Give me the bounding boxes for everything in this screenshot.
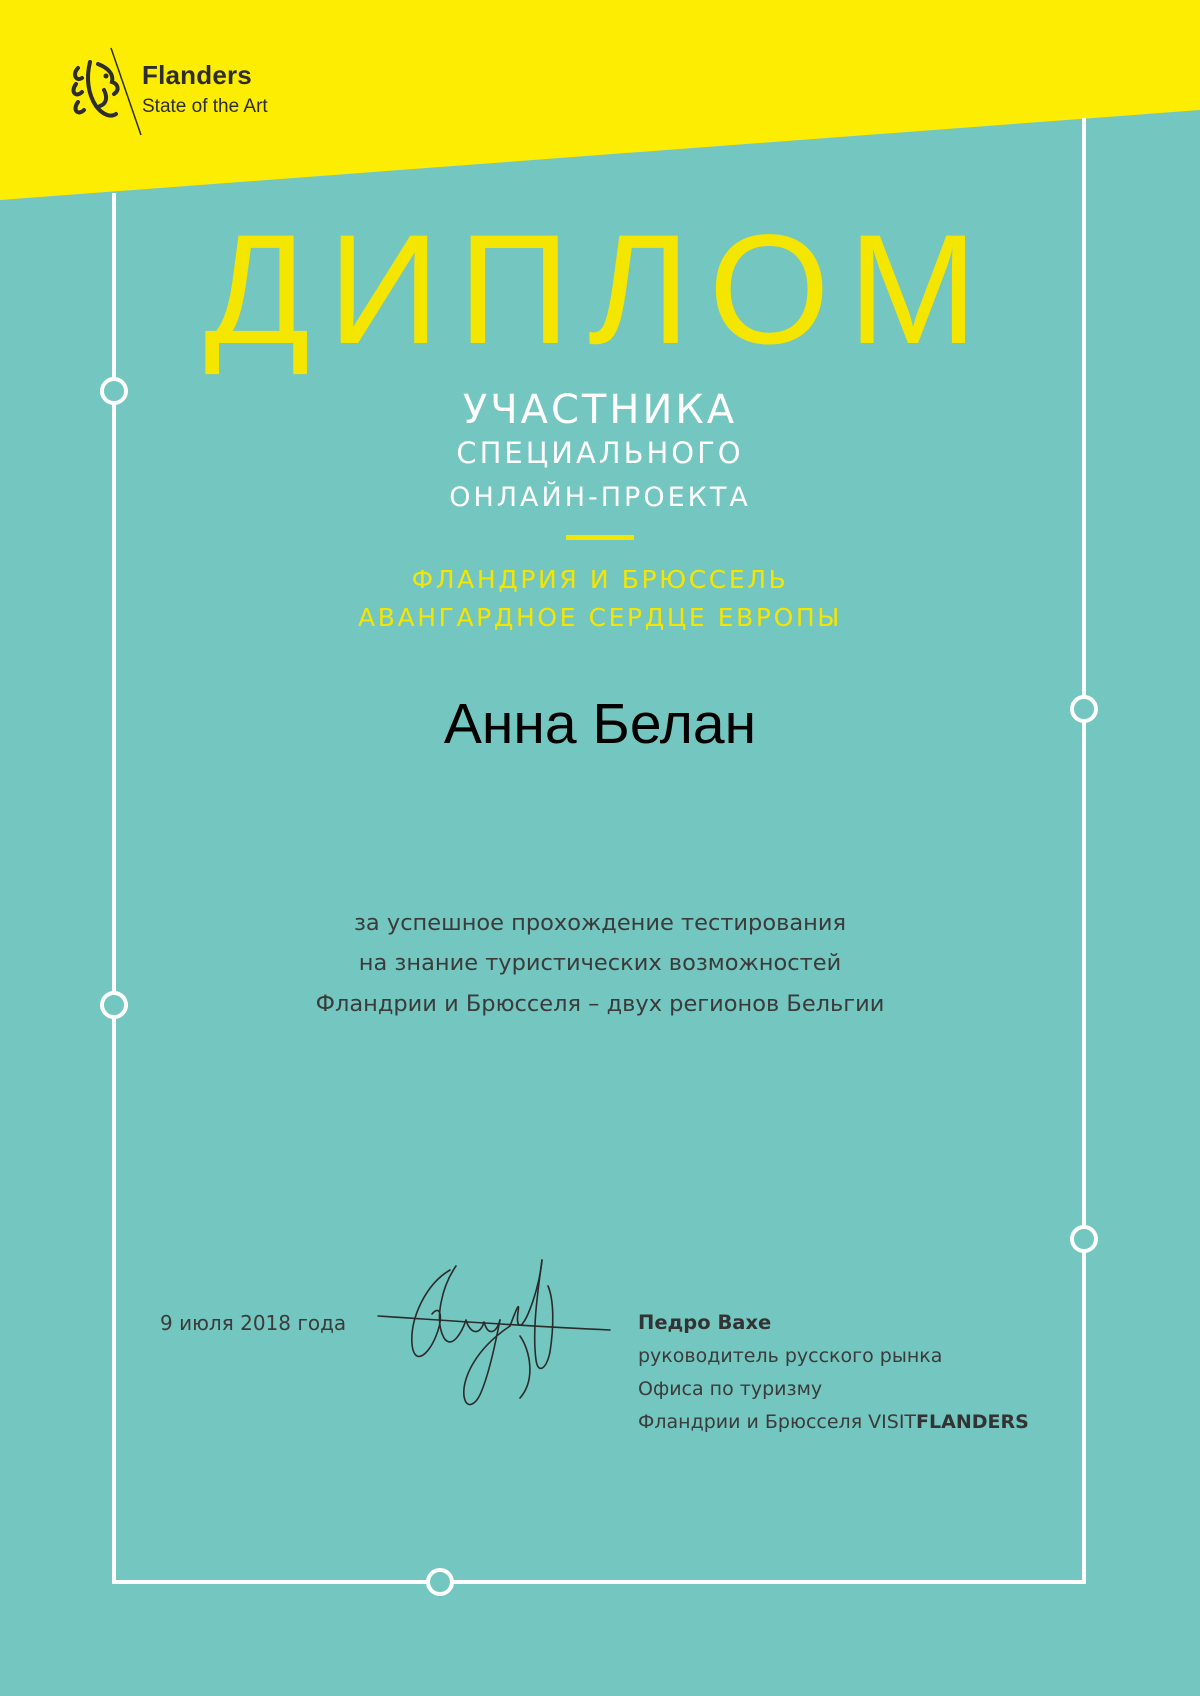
issue-date: 9 июля 2018 года [160,1311,347,1335]
frame-connector-bottom [428,1570,452,1594]
signer-position-line-1: руководитель русского рынка [638,1345,943,1367]
logo-tagline: State of the Art [142,96,268,117]
subtitle-line-2: СПЕЦИАЛЬНОГО [456,436,744,470]
subtitle-line-3: ОНЛАЙН-ПРОЕКТА [449,482,751,513]
recipient-name: Анна Белан [443,692,757,756]
page-title: ДИПЛОМ [204,203,996,377]
project-name-line-2: АВАНГАРДНОЕ СЕРДЦЕ ЕВРОПЫ [358,603,842,632]
signer-position-line-2: Офиса по туризму [638,1378,823,1400]
signer-name: Педро Вахе [638,1311,772,1334]
signer-organization [638,1413,1029,1432]
signature [370,1240,620,1430]
logo-name: Flanders [142,60,252,90]
frame-connector-right-2 [1072,1227,1096,1251]
signer-organization-prefix: Фландрии и Брюсселя VISIT [638,1411,917,1433]
yellow-divider [566,535,634,540]
reason-line-3: Фландрии и Брюсселя – двух регионов Бельгии [315,991,885,1017]
reason-line-2: на знание туристических возможностей [358,950,842,976]
reason-line-1: за успешное прохождение тестирования [353,910,847,936]
signer-organization-brand: FLANDERS [916,1411,1029,1433]
project-name-line-1: ФЛАНДРИЯ И БРЮССЕЛЬ [411,565,789,594]
subtitle-line-1: УЧАСТНИКА [462,387,738,433]
